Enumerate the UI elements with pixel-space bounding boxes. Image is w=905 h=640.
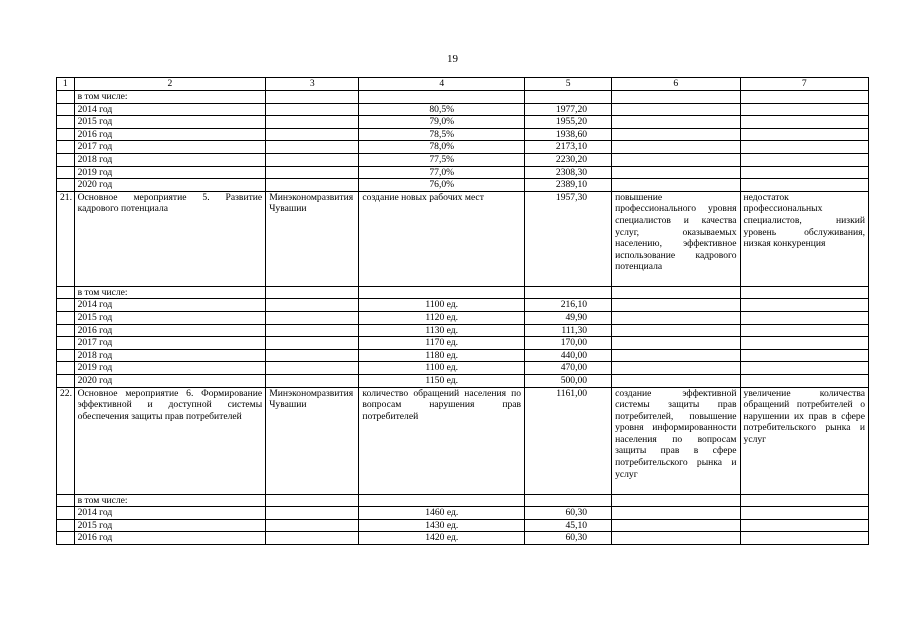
year-label: 2016 год <box>74 532 266 545</box>
row-number <box>57 286 75 299</box>
empty-cell <box>612 286 740 299</box>
empty-cell <box>612 128 740 141</box>
year-row <box>57 507 869 520</box>
measure-name: Основное мероприятие 5. Развитие кадрового потенциала <box>74 191 266 286</box>
executor: Минэкономразвития Чувашии <box>266 191 359 286</box>
page-number: 19 <box>447 53 458 65</box>
empty-cell <box>612 179 740 192</box>
funding-value: 2230,20 <box>525 153 612 166</box>
indicator-value: 1130 ед. <box>359 324 525 337</box>
empty-cell <box>612 141 740 154</box>
empty-cell <box>740 494 868 507</box>
empty-cell <box>612 494 740 507</box>
row-number <box>57 299 75 312</box>
empty-cell <box>266 337 359 350</box>
subheading-row <box>57 494 869 507</box>
expected-result: создание эффективной системы защиты прав потребителей, повышение уровня информированности населения по вопросам защиты прав в сфере потребительского рынка и услуг <box>612 387 740 494</box>
empty-cell <box>359 494 525 507</box>
empty-cell <box>740 141 868 154</box>
expected-result: повышение профессионального уровня специалистов и качества услуг, оказываемых населению, эффективное использование кадрового потенциала <box>612 191 740 286</box>
row-number <box>57 141 75 154</box>
year-row <box>57 532 869 545</box>
indicator-name: создание новых рабочих мест <box>359 191 525 286</box>
row-number <box>57 494 75 507</box>
column-number: 6 <box>612 78 740 91</box>
row-number <box>57 507 75 520</box>
funding-value: 60,30 <box>525 507 612 520</box>
empty-cell <box>740 311 868 324</box>
year-row <box>57 362 869 375</box>
funding-value: 170,00 <box>525 337 612 350</box>
funding-value: 111,30 <box>525 324 612 337</box>
funding-value: 49,90 <box>525 311 612 324</box>
indicator-value: 1460 ед. <box>359 507 525 520</box>
empty-cell <box>740 103 868 116</box>
empty-cell <box>612 532 740 545</box>
row-number <box>57 532 75 545</box>
row-number <box>57 349 75 362</box>
empty-cell <box>266 141 359 154</box>
row-number <box>57 153 75 166</box>
subheading-label: в том числе: <box>74 91 266 104</box>
year-row <box>57 141 869 154</box>
empty-cell <box>740 362 868 375</box>
indicator-value: 1430 ед. <box>359 519 525 532</box>
year-label: 2015 год <box>74 311 266 324</box>
year-label: 2015 год <box>74 116 266 129</box>
risk-description: увеличение количества обращений потребителей о нарушении их прав в сфере потребительского рынка и услуг <box>740 387 868 494</box>
indicator-value: 1170 ед. <box>359 337 525 350</box>
year-label: 2017 год <box>74 337 266 350</box>
empty-cell <box>266 179 359 192</box>
indicator-value: 80,5% <box>359 103 525 116</box>
column-number: 2 <box>74 78 266 91</box>
year-label: 2016 год <box>74 324 266 337</box>
funding-total: 1957,30 <box>525 191 612 286</box>
empty-cell <box>266 507 359 520</box>
subheading-row <box>57 286 869 299</box>
empty-cell <box>266 349 359 362</box>
funding-value: 470,00 <box>525 362 612 375</box>
empty-cell <box>612 299 740 312</box>
funding-value: 216,10 <box>525 299 612 312</box>
year-row <box>57 311 869 324</box>
year-row <box>57 179 869 192</box>
row-number: 22. <box>57 387 75 494</box>
funding-value: 60,30 <box>525 532 612 545</box>
indicator-name: количество обращений населения по вопросам нарушения прав потребителей <box>359 387 525 494</box>
empty-cell <box>612 507 740 520</box>
row-number <box>57 374 75 387</box>
empty-cell <box>740 532 868 545</box>
year-label: 2015 год <box>74 519 266 532</box>
empty-cell <box>740 91 868 104</box>
year-label: 2017 год <box>74 141 266 154</box>
empty-cell <box>612 374 740 387</box>
year-row <box>57 299 869 312</box>
empty-cell <box>266 362 359 375</box>
empty-cell <box>266 128 359 141</box>
row-number <box>57 179 75 192</box>
indicator-value: 1150 ед. <box>359 374 525 387</box>
year-row <box>57 349 869 362</box>
empty-cell <box>612 349 740 362</box>
column-number: 3 <box>266 78 359 91</box>
executor: Минэкономразвития Чувашии <box>266 387 359 494</box>
row-number <box>57 91 75 104</box>
empty-cell <box>612 519 740 532</box>
indicator-value: 77,5% <box>359 153 525 166</box>
year-row <box>57 103 869 116</box>
empty-cell <box>740 128 868 141</box>
empty-cell <box>525 494 612 507</box>
indicator-value: 1420 ед. <box>359 532 525 545</box>
empty-cell <box>612 103 740 116</box>
empty-cell <box>740 507 868 520</box>
empty-cell <box>740 166 868 179</box>
subheading-label: в том числе: <box>74 286 266 299</box>
empty-cell <box>266 374 359 387</box>
measure-row <box>57 191 869 286</box>
indicator-value: 1100 ед. <box>359 362 525 375</box>
empty-cell <box>266 311 359 324</box>
year-row <box>57 166 869 179</box>
empty-cell <box>359 91 525 104</box>
subheading-row <box>57 91 869 104</box>
column-number: 4 <box>359 78 525 91</box>
year-row <box>57 116 869 129</box>
year-label: 2019 год <box>74 362 266 375</box>
empty-cell <box>612 116 740 129</box>
empty-cell <box>740 116 868 129</box>
empty-cell <box>612 166 740 179</box>
row-number <box>57 166 75 179</box>
measure-name: Основное мероприятие 6. Формирование эффективной и доступной системы обеспечения защиты прав потребителей <box>74 387 266 494</box>
year-row <box>57 519 869 532</box>
empty-cell <box>525 91 612 104</box>
funding-value: 440,00 <box>525 349 612 362</box>
empty-cell <box>612 311 740 324</box>
year-row <box>57 128 869 141</box>
row-number <box>57 519 75 532</box>
table-body <box>57 78 869 545</box>
year-label: 2020 год <box>74 374 266 387</box>
indicator-value: 77,0% <box>359 166 525 179</box>
row-number <box>57 116 75 129</box>
year-label: 2020 год <box>74 179 266 192</box>
year-row <box>57 374 869 387</box>
funding-value: 2308,30 <box>525 166 612 179</box>
indicator-value: 76,0% <box>359 179 525 192</box>
indicator-value: 1180 ед. <box>359 349 525 362</box>
empty-cell <box>525 286 612 299</box>
funding-value: 1938,60 <box>525 128 612 141</box>
funding-value: 2389,10 <box>525 179 612 192</box>
indicator-value: 1120 ед. <box>359 311 525 324</box>
year-label: 2014 год <box>74 507 266 520</box>
empty-cell <box>612 91 740 104</box>
empty-cell <box>740 324 868 337</box>
row-number <box>57 128 75 141</box>
empty-cell <box>740 374 868 387</box>
empty-cell <box>612 362 740 375</box>
empty-cell <box>740 179 868 192</box>
year-label: 2018 год <box>74 349 266 362</box>
funding-value: 1955,20 <box>525 116 612 129</box>
column-number: 1 <box>57 78 75 91</box>
empty-cell <box>266 103 359 116</box>
risk-description: недостаток профессиональных специалистов, низкий уровень обслуживания, низкая конкуренция <box>740 191 868 286</box>
year-label: 2016 год <box>74 128 266 141</box>
empty-cell <box>740 286 868 299</box>
empty-cell <box>266 116 359 129</box>
empty-cell <box>740 153 868 166</box>
empty-cell <box>359 286 525 299</box>
row-number <box>57 311 75 324</box>
row-number: 21. <box>57 191 75 286</box>
indicator-value: 1100 ед. <box>359 299 525 312</box>
year-row <box>57 324 869 337</box>
year-label: 2018 год <box>74 153 266 166</box>
empty-cell <box>266 153 359 166</box>
year-label: 2014 год <box>74 299 266 312</box>
indicator-value: 78,0% <box>359 141 525 154</box>
year-row <box>57 337 869 350</box>
empty-cell <box>612 337 740 350</box>
row-number <box>57 362 75 375</box>
empty-cell <box>740 337 868 350</box>
row-number <box>57 324 75 337</box>
empty-cell <box>266 299 359 312</box>
empty-cell <box>266 519 359 532</box>
funding-value: 2173,10 <box>525 141 612 154</box>
empty-cell <box>612 324 740 337</box>
program-table <box>56 77 869 545</box>
row-number <box>57 337 75 350</box>
empty-cell <box>612 153 740 166</box>
funding-value: 1977,20 <box>525 103 612 116</box>
indicator-value: 79,0% <box>359 116 525 129</box>
year-label: 2019 год <box>74 166 266 179</box>
empty-cell <box>740 519 868 532</box>
funding-total: 1161,00 <box>525 387 612 494</box>
empty-cell <box>266 532 359 545</box>
year-label: 2014 год <box>74 103 266 116</box>
row-number <box>57 103 75 116</box>
empty-cell <box>266 286 359 299</box>
subheading-label: в том числе: <box>74 494 266 507</box>
empty-cell <box>266 324 359 337</box>
empty-cell <box>266 494 359 507</box>
year-row <box>57 153 869 166</box>
indicator-value: 78,5% <box>359 128 525 141</box>
column-number-row <box>57 78 869 91</box>
column-number: 7 <box>740 78 868 91</box>
funding-value: 45,10 <box>525 519 612 532</box>
empty-cell <box>740 299 868 312</box>
empty-cell <box>266 91 359 104</box>
column-number: 5 <box>525 78 612 91</box>
funding-value: 500,00 <box>525 374 612 387</box>
empty-cell <box>740 349 868 362</box>
empty-cell <box>266 166 359 179</box>
measure-row <box>57 387 869 494</box>
